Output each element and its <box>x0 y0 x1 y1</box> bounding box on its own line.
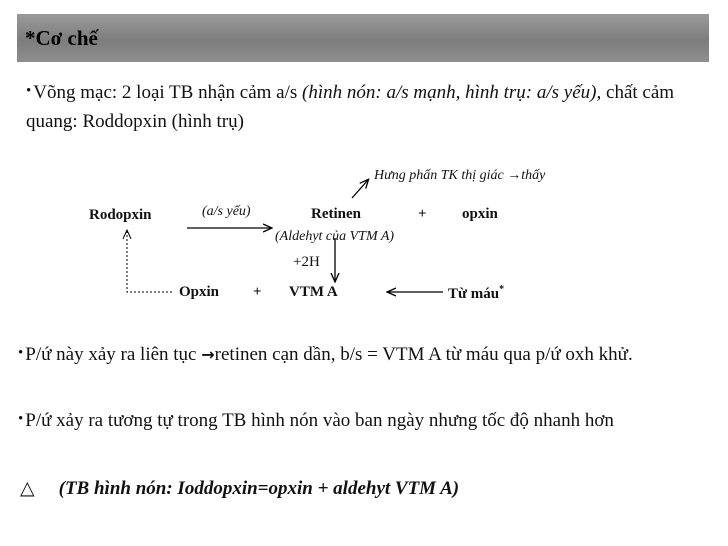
dotted-regeneration-path <box>127 231 172 292</box>
paragraph-cone-cells <box>18 405 658 435</box>
tu-mau-text: Từ máu <box>448 286 500 302</box>
plus-sign-1: + <box>418 206 427 222</box>
p1-italic: (hình nón: a/s mạnh, hình trụ: a/s yếu), <box>302 82 602 103</box>
p1-text2: chất cảm quang: Roddopxin (hình trụ) <box>26 82 675 132</box>
thay-text: thấy <box>521 168 546 183</box>
rodopxin-label: Rodopxin <box>89 207 152 223</box>
bullet: • <box>18 345 24 361</box>
paragraph-continuous-reaction <box>18 339 658 369</box>
p2-arrow: → <box>201 345 215 364</box>
paragraph-iodopsin <box>20 474 660 503</box>
p4-text: (TB hình nón: Ioddopxin=opxin + aldehyt VTM A) <box>58 478 460 499</box>
hung-phan-text: Hưng phấn TK thị giác <box>374 168 504 183</box>
bullet: • <box>18 411 24 427</box>
bullet: • <box>26 83 32 99</box>
star-mark: * <box>499 284 505 295</box>
aldehyt-label: (Aldehyt của VTM A) <box>275 229 395 244</box>
as-yeu-label: (a/s yếu) <box>202 204 251 219</box>
tu-mau-label <box>448 284 504 303</box>
triangle-icon: △ <box>20 477 35 499</box>
slide-title: *Cơ chế <box>25 26 98 50</box>
opxin-label: opxin <box>462 206 498 222</box>
plus-2h-label: +2H <box>293 254 320 270</box>
opxin-product-label: Opxin <box>179 284 220 300</box>
p3-text: P/ứ xảy ra tương tự trong TB hình nón vào ban ngày nhưng tốc độ nhanh hơn <box>25 410 614 431</box>
p1-text1: Võng mạc: 2 loại TB nhận cảm a/s <box>33 82 303 103</box>
plus-sign-2: + <box>253 284 262 300</box>
arrow-to-hung-phan <box>352 180 368 198</box>
vtm-a-label: VTM A <box>289 284 338 300</box>
hung-phan-label <box>374 168 545 184</box>
arrow-glyph: → <box>507 168 522 183</box>
p2-text2: retinen cạn dần, b/s = VTM A từ máu qua p/ứ oxh khử. <box>214 344 633 365</box>
retinen-label: Retinen <box>311 206 361 222</box>
p2-text1: P/ứ này xảy ra liên tục <box>25 344 202 365</box>
